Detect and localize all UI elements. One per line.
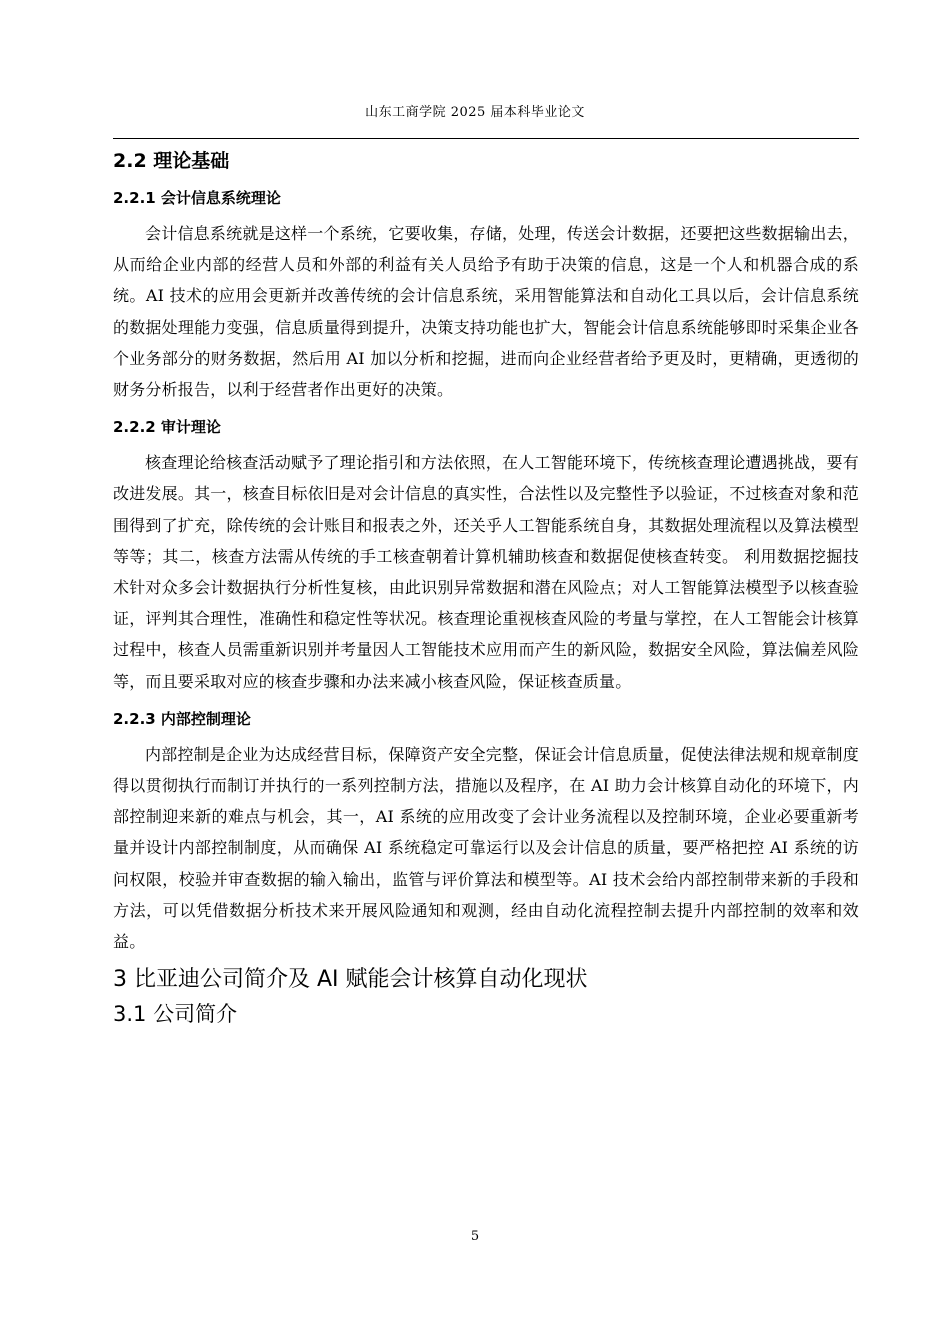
running-header: 山东工商学院 2025 届本科毕业论文 [365, 105, 585, 120]
page-body [113, 146, 859, 1031]
section-heading-2-2: 2.2 理论基础 [113, 150, 230, 172]
chapter-heading-3: 3 比亚迪公司简介及 AI 赋能会计核算自动化现状 [113, 967, 588, 993]
paragraph-audit-theory: 核查理论给核查活动赋予了理论指引和方法依照，在人工智能环境下，传统核查理论遭遇挑战，要有改进发展。其一，核查目标依旧是对会计信息的真实性，合法性以及完整性予以验证，不过核查对象和范围得到了扩充，除传统的会计账目和报表之外，还关乎人工智能系统自身，其数据处理流程以及算法模型等等；其二，核查方法需从传统的手工核查朝着计算机辅助核查和数据促使核查转变。 利用数据挖掘技术针对众多会计数据执行分析性复核，由此识别异常数据和潜在风险点；对人工智能算法模型予以核查验证，评判其合理性，准确性和稳定性等状况。核查理论重视核查风险的考量与掌控，在人工智能会计核算过程中，核查人员需重新识别并考量因人工智能技术应用而产生的新风险，数据安全风险，算法偏差风险等，而且要采取对应的核查步骤和办法来减小核查风险，保证核查质量。 [113, 453, 859, 691]
section-heading-2-2-2: 2.2.2 审计理论 [113, 418, 221, 437]
header-divider [113, 138, 859, 139]
paragraph-accounting-info-system: 会计信息系统就是这样一个系统，它要收集，存储，处理，传送会计数据，还要把这些数据输出去，从而给企业内部的经营人员和外部的利益有关人员给予有助于决策的信息，这是一个人和机器合成的系统。AI 技术的应用会更新并改善传统的会计信息系统，采用智能算法和自动化工具以后，会计信息系统的数据处理能力变强，信息质量得到提升，决策支持功能也扩大，智能会计信息系统能够即时采集企业各个业务部分的财务数据，然后用 AI 加以分析和挖掘，进而向企业经营者给予更及时，更精确，更透彻的财务分析报告，以利于经营者作出更好的决策。 [113, 224, 859, 400]
section-heading-2-2-1: 2.2.1 会计信息系统理论 [113, 189, 281, 207]
section-heading-3-1: 3.1 公司简介 [113, 1002, 238, 1027]
paragraph-internal-control: 内部控制是企业为达成经营目标，保障资产安全完整，保证会计信息质量，促使法律法规和规章制度得以贯彻执行而制订并执行的一系列控制方法，措施以及程序，在 AI 助力会计核算自动化的环境下，内部控制迎来新的难点与机会，其一，AI 系统的应用改变了会计业务流程以及控制环境，企业必要重新考量并设计内部控制制度，从而确保 AI 系统稳定可靠运行以及会计信息的质量，要严格把控 AI 系统的访问权限，校验并审查数据的输入输出，监管与评价算法和模型等。AI 技术会给内部控制带来新的手段和方法，可以凭借数据分析技术来开展风险通知和观测，经由自动化流程控制去提升内部控制的效率和效益。 [113, 744, 859, 952]
page-number: 5 [470, 1229, 480, 1244]
section-heading-2-2-3: 2.2.3 内部控制理论 [113, 709, 251, 728]
